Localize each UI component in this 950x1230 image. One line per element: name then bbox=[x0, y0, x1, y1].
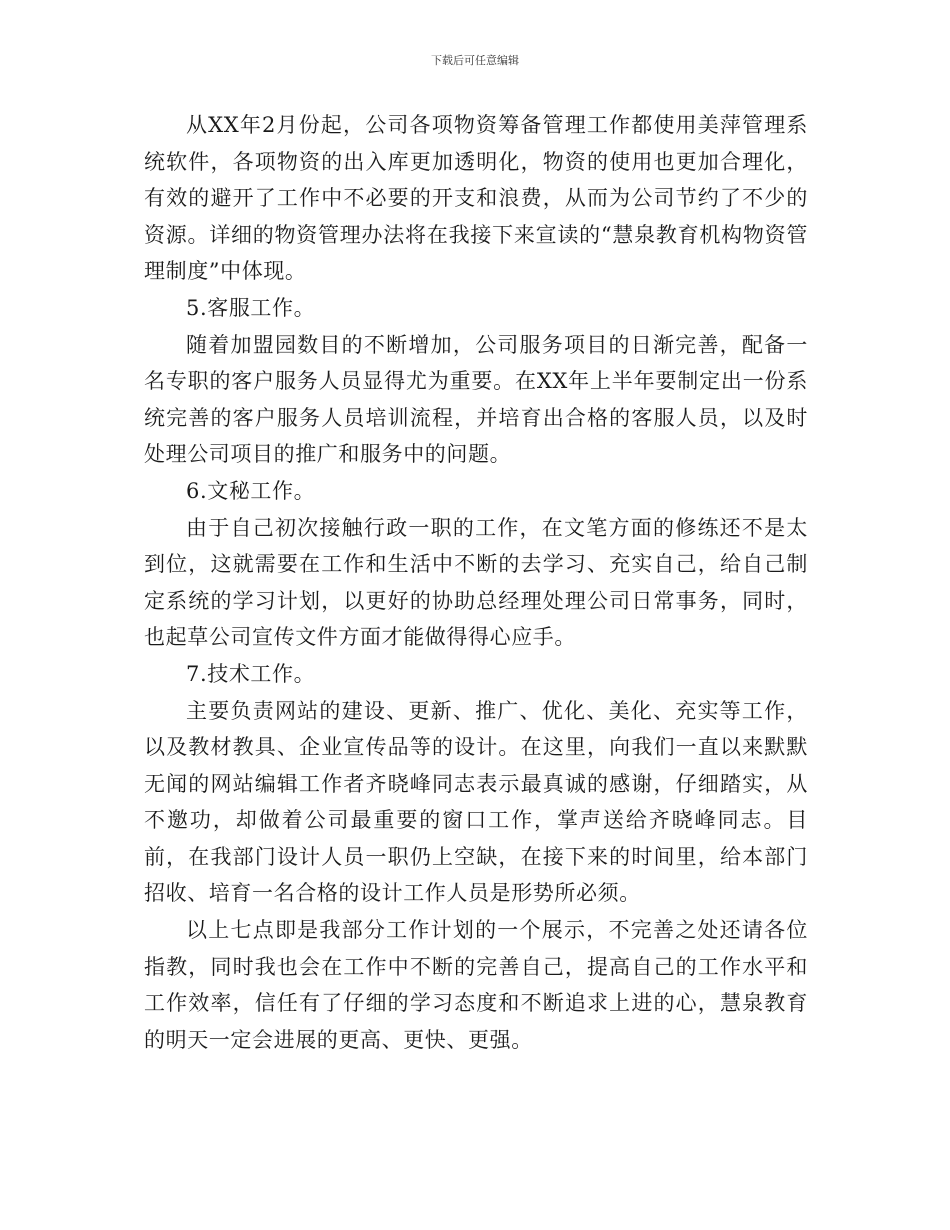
paragraph-conclusion: 以上七点即是我部分工作计划的一个展示，不完善之处还请各位指教，同时我也会在工作中不断的完善自己，提高自己的工作水平和工作效率，信任有了仔细的学习态度和不断追求上进的心，慧泉教育的明天一定会进展的更高、更快、更强。 bbox=[144, 918, 808, 1052]
paragraph-secretarial: 由于自己初次接触行政一职的工作，在文笔方面的修练还不是太到位，这就需要在工作和生活中不断的去学习、充实自己，给自己制定系统的学习计划，以更好的协助总经理处理公司日常事务，同时，也起草公司宣传文件方面才能做得得心应手。 bbox=[144, 515, 808, 650]
paragraph-technical: 主要负责网站的建设、更新、推广、优化、美化、充实等工作，以及教材教具、企业宣传品等的设计。在这里，向我们一直以来默默无闻的网站编辑工作者齐晓峰同志表示最真诚的感谢，仔细踏实，从不邀功，却做着公司最重要的窗口工作，掌声送给齐晓峰同志。目前，在我部门设计人员一职仍上空缺，在接下来的时间里，给本部门招收、培育一名合格的设计工作人员是形势所必须。 bbox=[144, 698, 808, 906]
paragraph-materials-management: 从XX年2月份起，公司各项物资筹备管理工作都使用美萍管理系统软件，各项物资的出入库更加透明化，物资的使用也更加合理化，有效的避开了工作中不必要的开支和浪费，从而为公司节约了不少的资源。详细的物资管理办法将在我接下来宣读的“慧泉教育机构物资管理制度”中体现。 bbox=[144, 113, 808, 284]
page-header: 下载后可任意编辑 bbox=[431, 54, 519, 67]
section-heading-secretarial: 6.文秘工作。 bbox=[186, 478, 316, 503]
document-body bbox=[144, 107, 808, 1058]
section-heading-customer-service: 5.客服工作。 bbox=[186, 295, 316, 320]
section-heading-technical: 7.技术工作。 bbox=[186, 661, 316, 686]
paragraph-customer-service: 随着加盟园数目的不断增加，公司服务项目的日渐完善，配备一名专职的客户服务人员显得尤为重要。在XX年上半年要制定出一份系统完善的客户服务人员培训流程，并培育出合格的客服人员，以及时处理公司项目的推广和服务中的问题。 bbox=[144, 332, 808, 467]
